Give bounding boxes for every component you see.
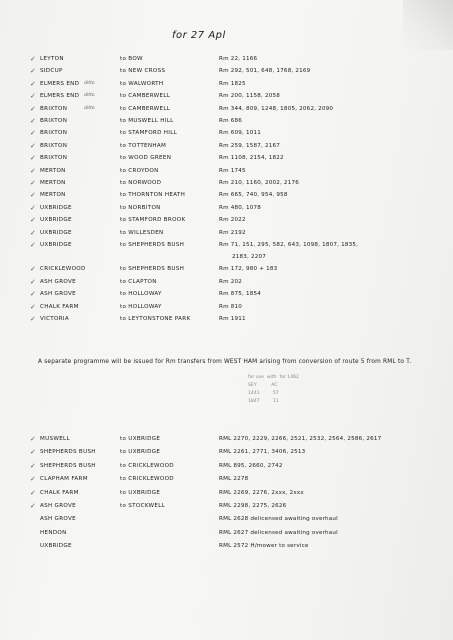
to-garage: to STAMFORD HILL <box>120 130 178 137</box>
to-garage: to BOW <box>120 56 143 62</box>
row-note: ditto <box>84 93 95 99</box>
vehicle-numbers: Rm 259, 1587, 2167 <box>219 142 280 149</box>
tick-mark: ✓ <box>30 92 36 101</box>
to-garage: to HOLLOWAY <box>120 303 162 310</box>
from-garage: UXBRIDGE <box>40 543 72 550</box>
row-note: ditto <box>84 80 95 86</box>
from-garage: SIDCUP <box>40 68 63 75</box>
vehicle-numbers: Rm 22, 1166 <box>219 56 258 62</box>
transfer-row <box>0 500 453 512</box>
tick-mark: ✓ <box>30 154 36 163</box>
to-garage: to TOTTENHAM <box>120 142 167 149</box>
vehicle-numbers: Rm 292, 501, 648, 1768, 2169 <box>219 68 311 75</box>
vehicle-numbers: Rm 2022 <box>219 217 246 224</box>
to-garage: to NEW CROSS <box>120 68 166 75</box>
vehicle-numbers: Rm 172, 980 + 183 <box>219 266 278 273</box>
transfer-row <box>0 239 453 260</box>
to-garage: to UXBRIDGE <box>120 436 161 442</box>
tick-mark: ✓ <box>30 55 36 63</box>
transfer-row <box>0 263 453 275</box>
vehicle-numbers: RML 2270, 2229, 2266, 2521, 2532, 2564, 2586, 2617 <box>219 436 382 442</box>
to-garage: to CAMBERWELL <box>120 105 171 112</box>
pencil-annotation: for use with for 1462 SEY AC 1441 57 1847 11 <box>248 375 299 404</box>
to-garage: to STAMFORD BROOK <box>120 217 186 224</box>
programme-note: A separate programme will be issued for Rm transfers from WEST HAM arising from conversion of route 5 from RML to T. <box>38 359 412 365</box>
vehicle-numbers: Rm 1108, 2154, 1822 <box>219 155 284 162</box>
tick-mark: ✓ <box>30 435 36 443</box>
row-note: ditto <box>84 105 95 111</box>
transfer-row <box>0 288 453 300</box>
page-corner-shadow <box>403 0 453 50</box>
from-garage: ASH GROVE <box>40 291 76 298</box>
tick-mark: ✓ <box>30 488 36 497</box>
from-garage: BRIXTON <box>40 142 68 149</box>
vehicle-numbers: RML 2627 delicensed awaiting overhaul <box>219 529 338 536</box>
vehicle-numbers: Rm 875, 1854 <box>219 291 261 298</box>
vehicle-numbers: RML 2572 H/mower to service <box>219 543 309 550</box>
document-heading: for 27 Apl <box>172 30 226 41</box>
to-garage: to CROYDON <box>120 167 159 174</box>
from-garage: ELMERS END <box>40 93 80 100</box>
transfer-row <box>0 540 453 552</box>
from-garage: CRICKLEWOOD <box>40 266 86 273</box>
transfer-row <box>0 152 453 164</box>
transfer-row <box>0 202 453 214</box>
from-garage: MERTON <box>40 167 66 174</box>
vehicle-numbers-cont: 2183, 2207 <box>232 254 267 260</box>
from-garage: BRIXTON <box>40 118 68 124</box>
tick-mark: ✓ <box>30 241 36 249</box>
tick-mark: ✓ <box>30 129 36 138</box>
from-garage: ELMERS END <box>40 80 80 87</box>
transfer-row <box>0 189 453 201</box>
transfer-row <box>0 53 453 65</box>
vehicle-numbers: Rm 665, 740, 954, 958 <box>219 192 288 199</box>
from-garage: UXBRIDGE <box>40 242 72 248</box>
transfer-row <box>0 78 453 90</box>
tick-mark: ✓ <box>30 228 36 237</box>
vehicle-numbers: Rm 1825 <box>219 80 246 87</box>
tick-mark: ✓ <box>30 166 36 175</box>
from-garage: ASH GROVE <box>40 278 76 285</box>
from-garage: HENDON <box>40 529 67 536</box>
tick-mark: ✓ <box>30 67 36 76</box>
from-garage: BRIXTON <box>40 105 68 112</box>
from-garage: MERTON <box>40 180 66 186</box>
tick-mark: ✓ <box>30 203 36 212</box>
vehicle-numbers: Rm 2192 <box>219 229 246 236</box>
tick-mark: ✓ <box>30 79 36 88</box>
vehicle-numbers: RML 2628 delicensed awaiting overhaul <box>219 516 338 523</box>
transfer-row <box>0 527 453 539</box>
tick-mark: ✓ <box>30 448 36 457</box>
to-garage: to UXBRIDGE <box>120 489 161 496</box>
from-garage: UXBRIDGE <box>40 204 72 211</box>
to-garage: to NORWOOD <box>120 180 162 186</box>
transfer-row <box>0 177 453 189</box>
vehicle-numbers: Rm 810 <box>219 303 242 310</box>
vehicle-numbers: RML 2278 <box>219 476 249 483</box>
to-garage: to WOOD GREEN <box>120 155 172 162</box>
tick-mark: ✓ <box>30 315 36 323</box>
vehicle-numbers: Rm 1911 <box>219 316 246 322</box>
to-garage: to SHEPHERDS BUSH <box>120 242 185 248</box>
transfer-row <box>0 313 453 325</box>
to-garage: to WALWORTH <box>120 80 164 87</box>
from-garage: CHALK FARM <box>40 303 79 310</box>
to-garage: to WILLESDEN <box>120 229 164 236</box>
tick-mark: ✓ <box>30 141 36 150</box>
transfer-row <box>0 90 453 102</box>
to-garage: to CRICKLEWOOD <box>120 462 174 469</box>
vehicle-numbers: Rm 344, 809, 1248, 1805, 2062, 2090 <box>219 105 334 112</box>
tick-mark: ✓ <box>30 461 36 470</box>
tick-mark: ✓ <box>30 265 36 274</box>
vehicle-numbers: RML 2298, 2275, 2626 <box>219 503 287 509</box>
to-garage: to THORNTON HEATH <box>120 192 186 199</box>
vehicle-numbers: RML 2261, 2771, 3406, 2513 <box>219 449 306 456</box>
tick-mark: ✓ <box>30 502 36 510</box>
tick-mark: ✓ <box>30 475 36 484</box>
to-garage: to CRICKLEWOOD <box>120 476 174 483</box>
transfer-row <box>0 140 453 152</box>
transfer-row <box>0 65 453 77</box>
vehicle-numbers: Rm 210, 1160, 2002, 2176 <box>219 180 299 186</box>
vehicle-numbers: Rm 202 <box>219 278 242 285</box>
transfer-row <box>0 276 453 288</box>
vehicle-numbers: Rm 200, 1158, 2058 <box>219 93 280 100</box>
tick-mark: ✓ <box>30 117 36 125</box>
to-garage: to CLAPTON <box>120 278 157 285</box>
tick-mark: ✓ <box>30 104 36 113</box>
transfer-row <box>0 165 453 177</box>
transfer-row <box>0 433 453 445</box>
from-garage: LEYTON <box>40 56 64 62</box>
vehicle-numbers: RML 895, 2660, 2742 <box>219 462 283 469</box>
tick-mark: ✓ <box>30 277 36 286</box>
transfer-row <box>0 513 453 525</box>
from-garage: CHALK FARM <box>40 489 79 496</box>
to-garage: to UXBRIDGE <box>120 449 161 456</box>
to-garage: to NORBITON <box>120 204 161 211</box>
to-garage: to MUSWELL HILL <box>120 118 174 124</box>
transfer-row <box>0 460 453 472</box>
vehicle-numbers: Rm 71, 151, 295, 582, 643, 1098, 1807, 1835, <box>219 242 359 248</box>
from-garage: BRIXTON <box>40 155 68 162</box>
vehicle-numbers: Rm 480, 1078 <box>219 204 261 211</box>
to-garage: to CAMBERWELL <box>120 93 171 100</box>
transfer-row <box>0 115 453 127</box>
tick-mark: ✓ <box>30 191 36 200</box>
vehicle-numbers: RML 2269, 2276, 2xxx, 2xxx <box>219 489 304 496</box>
to-garage: to STOCKWELL <box>120 503 166 509</box>
from-garage: ASH GROVE <box>40 516 76 523</box>
transfer-row <box>0 127 453 139</box>
to-garage: to HOLLOWAY <box>120 291 162 298</box>
tick-mark: ✓ <box>30 179 36 187</box>
transfer-row <box>0 473 453 485</box>
from-garage: BRIXTON <box>40 130 68 137</box>
from-garage: MUSWELL <box>40 436 70 442</box>
vehicle-numbers: Rm 686 <box>219 118 242 124</box>
from-garage: SHEPHERDS BUSH <box>40 462 96 469</box>
vehicle-numbers: Rm 1745 <box>219 167 246 174</box>
from-garage: VICTORIA <box>40 316 69 322</box>
transfer-row <box>0 487 453 499</box>
tick-mark: ✓ <box>30 216 36 225</box>
from-garage: SHEPHERDS BUSH <box>40 449 96 456</box>
tick-mark: ✓ <box>30 290 36 299</box>
from-garage: CLAPHAM FARM <box>40 476 88 483</box>
from-garage: UXBRIDGE <box>40 229 72 236</box>
to-garage: to LEYTONSTONE PARK <box>120 316 191 322</box>
transfer-row <box>0 214 453 226</box>
transfer-row <box>0 446 453 458</box>
transfer-row <box>0 227 453 239</box>
to-garage: to SHEPHERDS BUSH <box>120 266 185 273</box>
tick-mark: ✓ <box>30 302 36 311</box>
from-garage: UXBRIDGE <box>40 217 72 224</box>
vehicle-numbers: Rm 609, 1011 <box>219 130 261 137</box>
transfer-row <box>0 103 453 115</box>
from-garage: MERTON <box>40 192 66 199</box>
transfer-row <box>0 301 453 313</box>
from-garage: ASH GROVE <box>40 503 76 509</box>
